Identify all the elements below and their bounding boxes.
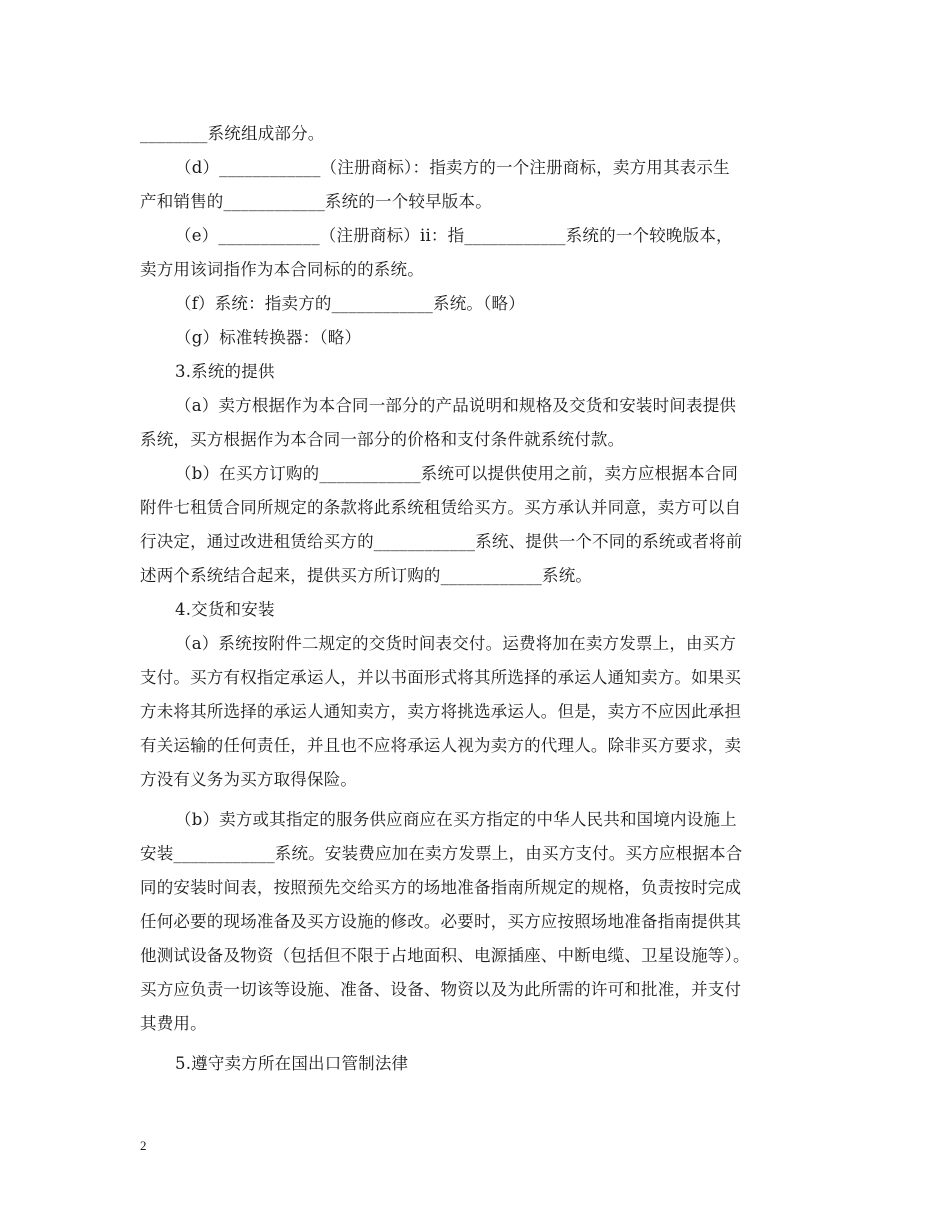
text-line: 安装____________系统。安装费应加在卖方发票上，由买方支付。买方应根据本合	[140, 844, 743, 863]
text-line: 述两个系统结合起来，提供买方所订购的____________系统。	[140, 566, 593, 585]
text-line: （b）在买方订购的____________系统可以提供使用之前，卖方应根据本合同	[175, 464, 739, 483]
text-line: 他测试设备及物资（包括但不限于占地面积、电源插座、中断电缆、卫星设施等）。	[140, 946, 750, 965]
document-body	[140, 117, 816, 1081]
text-line: （a）卖方根据作为本合同一部分的产品说明和规格及交货和安装时间表提供	[175, 396, 737, 415]
text-line: （d）____________（注册商标）：指卖方的一个注册商标，卖方用其表示生	[175, 158, 730, 177]
text-line: （b）卖方或其指定的服务供应商应在买方指定的中华人民共和国境内设施上	[175, 810, 737, 829]
text-line: 其费用。	[140, 1014, 207, 1033]
text-line: 行决定，通过改进租赁给买方的____________系统、提供一个不同的系统或者将前	[140, 532, 743, 551]
text-line: （e）____________（注册商标）ii：指____________系统的一个较晚版本，	[175, 226, 733, 245]
section-heading: 4.交货和安装	[175, 600, 275, 619]
text-line: 方没有义务为买方取得保险。	[140, 770, 358, 789]
text-line: 产和销售的____________系统的一个较早版本。	[140, 192, 492, 211]
text-line: （a）系统按附件二规定的交货时间表交付。运费将加在卖方发票上，由买方	[175, 634, 737, 653]
text-line: 有关运输的任何责任，并且也不应将承运人视为卖方的代理人。除非买方要求，卖	[140, 736, 742, 755]
text-line: 买方应负责一切该等设施、准备、设备、物资以及为此所需的许可和批准，并支付	[140, 980, 742, 999]
text-line: 卖方用该词指作为本合同标的的系统。	[140, 260, 424, 279]
text-line: （f）系统：指卖方的____________系统。（略）	[175, 294, 525, 313]
text-line: 方未将其所选择的承运人通知卖方，卖方将挑选承运人。但是，卖方不应因此承担	[140, 702, 742, 721]
text-line: 任何必要的现场准备及买方设施的修改。必要时，买方应按照场地准备指南提供其	[140, 912, 742, 931]
page-number: 2	[140, 1138, 147, 1153]
text-line: 附件七租赁合同所规定的条款将此系统租赁给买方。买方承认并同意，卖方可以自	[140, 498, 742, 517]
text-line: ________系统组成部分。	[140, 124, 325, 143]
text-line: （g）标准转换器：（略）	[175, 328, 362, 347]
section-heading: 5.遵守卖方所在国出口管制法律	[175, 1054, 409, 1073]
text-line: 系统，买方根据作为本合同一部分的价格和支付条件就系统付款。	[140, 430, 625, 449]
section-heading: 3.系统的提供	[175, 362, 275, 381]
text-line: 同的安装时间表，按照预先交给买方的场地准备指南所规定的规格，负责按时完成	[140, 878, 742, 897]
text-line: 支付。买方有权指定承运人，并以书面形式将其所选择的承运人通知卖方。如果买	[140, 668, 742, 687]
